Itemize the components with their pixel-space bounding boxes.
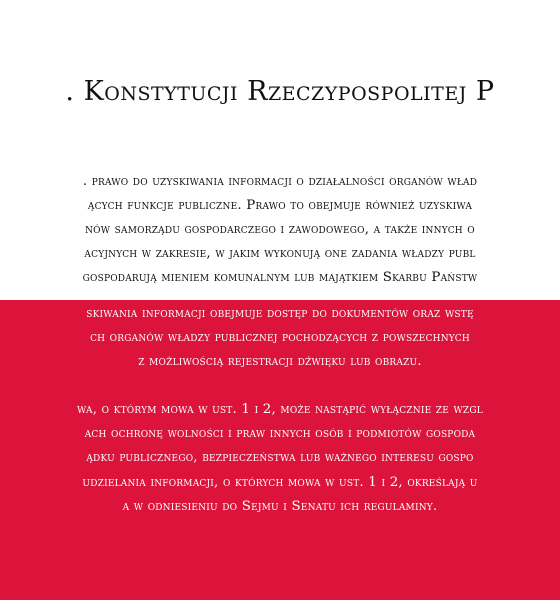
paragraph-line: wa, o którym mowa w ust. 1 i 2, może nastąpić wyłącznie ze wzgl (77, 402, 483, 417)
paragraph-line: ądku publicznego, bezpieczeństwa lub ważnego interesu gospo (86, 450, 474, 465)
paragraph-line: . prawo do uzyskiwania informacji o działalności organów wład (82, 174, 478, 189)
paragraph-1 (0, 170, 560, 290)
paragraph-line: ch organów władzy publicznej pochodzących z powszechnych (90, 330, 470, 345)
paragraph-line: acyjnych w zakresie, w jakim wykonują one zadania władzy publ (84, 246, 476, 261)
paragraph-line: nów samorządu gospodarczego i zawodowego, a także innych o (85, 222, 475, 237)
paragraph-line: z możliwością rejestracji dźwięku lub obrazu. (138, 354, 422, 369)
paragraph-line: a w odniesieniu do Sejmu i Senatu ich regulaminy. (122, 499, 438, 514)
page-title: . Konstytucji Rzeczypospolitej P (65, 76, 495, 107)
paragraph-2 (0, 302, 560, 374)
paragraph-4 (0, 471, 560, 519)
paragraph-line: skiwania informacji obejmuje dostęp do dokumentów oraz wstę (86, 306, 474, 321)
paragraph-3 (0, 398, 560, 470)
paragraph-line: ących funkcje publiczne. Prawo to obejmuje również uzyskiwa (87, 198, 473, 213)
paragraph-line: gospodarują mieniem komunalnym lub majątkiem Skarbu Państw (82, 270, 478, 285)
paragraph-line: ach ochronę wolności i praw innych osób i podmiotów gospoda (84, 426, 476, 441)
paragraph-line: udzielania informacji, o których mowa w ust. 1 i 2, określają u (82, 475, 478, 490)
